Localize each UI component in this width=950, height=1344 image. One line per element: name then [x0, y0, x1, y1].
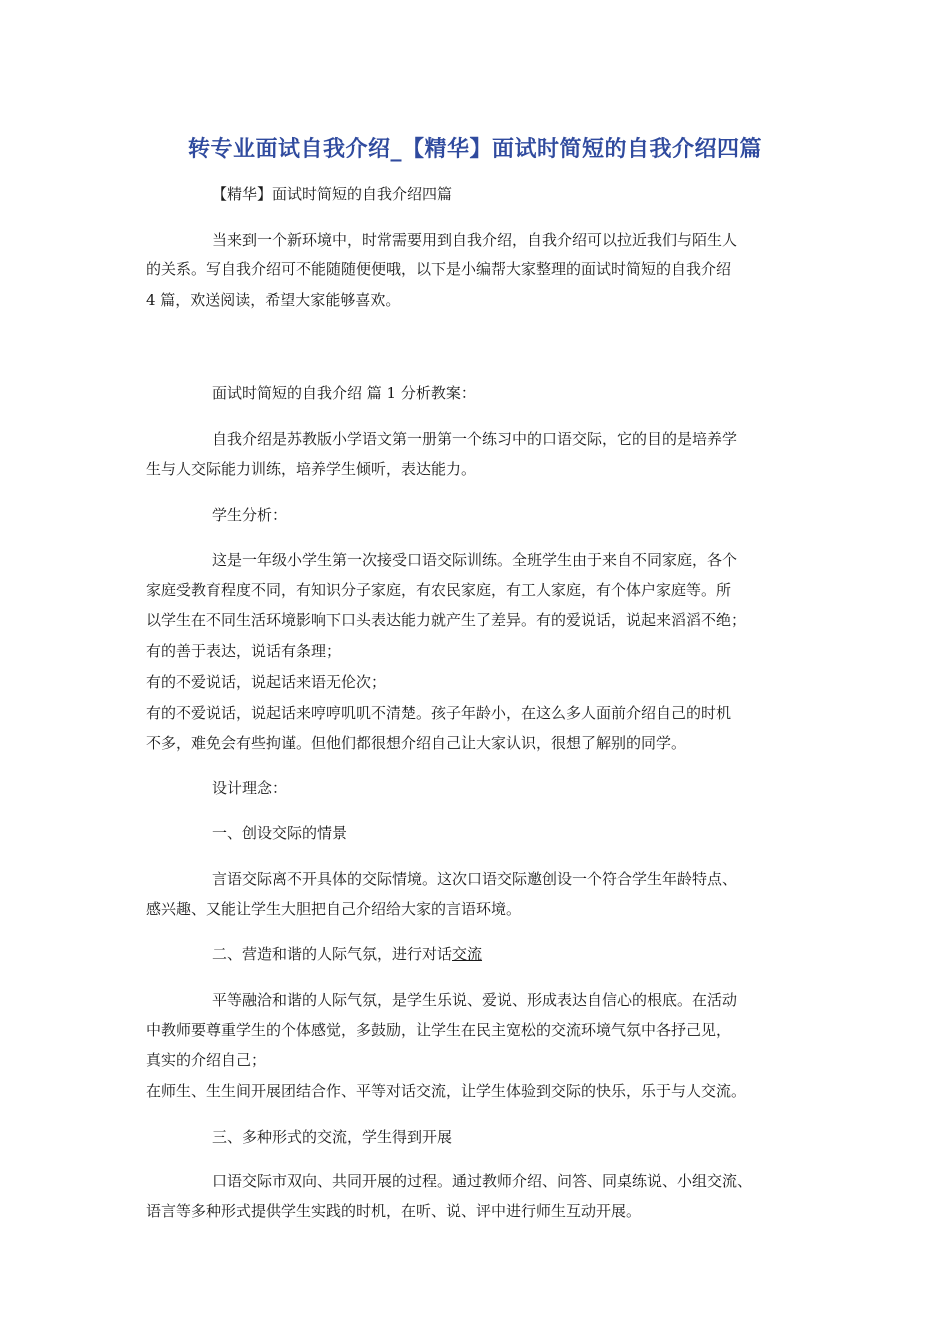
point-2-heading — [212, 944, 482, 964]
paragraph-4-line-4: 在师生、生生间开展团结合作、平等对话交流，让学生体验到交际的快乐，乐于与人交流。 — [146, 1082, 747, 1100]
paragraph-2-line-3: 以学生在不同生活环境影响下口头表达能力就产生了差异。有的爱说话，说起来滔滔不绝； — [146, 611, 747, 629]
intro-line-1: 当来到一个新环境中，时常需要用到自我介绍，自我介绍可以拉近我们与陌生人 — [212, 231, 738, 249]
paragraph-2-line-6: 有的不爱说话，说起话来哼哼叽叽不清楚。孩子年龄小，在这么多人面前介绍自己的时机 — [146, 704, 732, 722]
paragraph-3-line-1: 言语交际离不开具体的交际情境。这次口语交际邀创设一个符合学生年龄特点、 — [212, 870, 738, 888]
paragraph-2-line-7: 不多，难免会有些拘谨。但他们都很想介绍自己让大家认识，很想了解别的同学。 — [146, 734, 687, 752]
paragraph-1-line-2: 生与人交际能力训练，培养学生倾听，表达能力。 — [146, 460, 477, 478]
intro-line-3: 4 篇，欢送阅读，希望大家能够喜欢。 — [146, 291, 401, 309]
paragraph-2-line-5: 有的不爱说话，说起话来语无伦次； — [146, 673, 387, 691]
student-analysis-heading: 学生分析： — [212, 506, 288, 524]
document-subtitle: 【精华】面试时简短的自我介绍四篇 — [212, 185, 453, 203]
section-heading-1: 面试时简短的自我介绍 篇 1 分析教案： — [212, 384, 476, 402]
paragraph-2-line-4: 有的善于表达，说话有条理； — [146, 642, 342, 660]
document-title: 转专业面试自我介绍_【精华】面试时简短的自我介绍四篇 — [187, 137, 762, 162]
design-heading: 设计理念： — [212, 779, 288, 797]
paragraph-3-line-2: 感兴趣、又能让学生大胆把自己介绍给大家的言语环境。 — [146, 900, 522, 918]
paragraph-4-line-2: 中教师要尊重学生的个体感觉，多鼓励，让学生在民主宽松的交流环境气氛中各抒己见， — [146, 1021, 732, 1039]
paragraph-4-line-3: 真实的介绍自己； — [146, 1051, 267, 1069]
paragraph-1-line-1: 自我介绍是苏教版小学语文第一册第一个练习中的口语交际，它的目的是培养学 — [212, 430, 738, 448]
paragraph-4-line-1: 平等融洽和谐的人际气氛，是学生乐说、爱说、形成表达自信心的根底。在活动 — [212, 991, 738, 1009]
paragraph-2-line-1: 这是一年级小学生第一次接受口语交际训练。全班学生由于来自不同家庭，各个 — [212, 551, 738, 569]
point-1-heading: 一、创设交际的情景 — [212, 824, 348, 842]
paragraph-2-line-2: 家庭受教育程度不同，有知识分子家庭，有农民家庭，有工人家庭，有个体户家庭等。所 — [146, 581, 732, 599]
point-2-heading-underlined: 交流 — [452, 945, 483, 963]
point-2-heading-text: 二、营造和谐的人际气氛，进行对话 — [212, 945, 453, 963]
intro-line-2: 的关系。写自我介绍可不能随随便便哦，以下是小编帮大家整理的面试时简短的自我介绍 — [146, 260, 732, 278]
point-3-heading: 三、多种形式的交流，学生得到开展 — [212, 1128, 453, 1146]
paragraph-5-line-2: 语言等多种形式提供学生实践的时机，在听、说、评中进行师生互动开展。 — [146, 1202, 642, 1220]
paragraph-5-line-1: 口语交际市双向、共同开展的过程。通过教师介绍、问答、同桌练说、小组交流、 — [212, 1172, 753, 1190]
